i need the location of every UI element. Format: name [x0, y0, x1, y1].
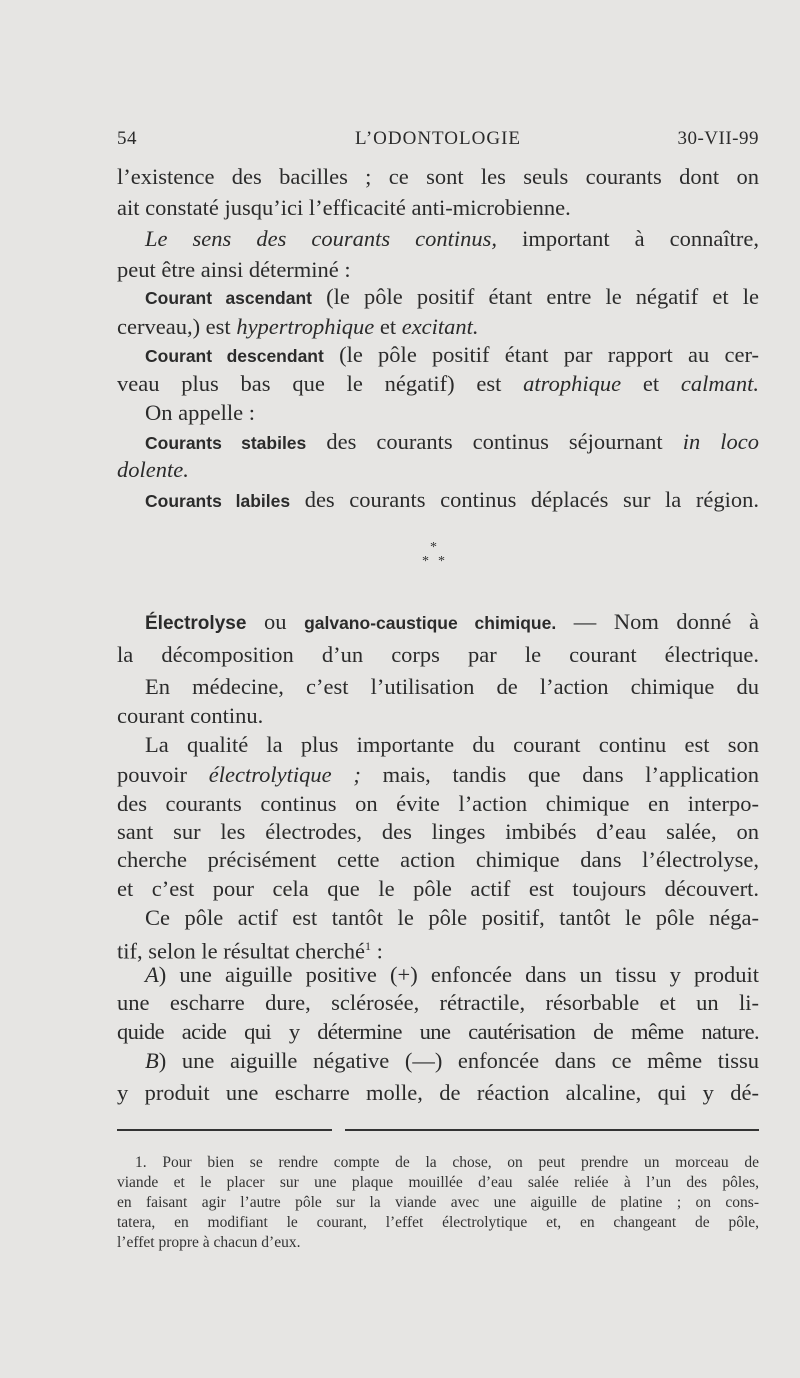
italic-term: A: [145, 962, 159, 987]
asterisk: *: [438, 554, 445, 569]
text-span: ) une aiguille positive (+) enfoncée dans un tissu y produit: [158, 962, 759, 987]
page-number: 54: [117, 128, 137, 149]
italic-term: dolente.: [117, 457, 189, 482]
text-span: (le pôle positif étant entre le négatif et le: [312, 284, 759, 309]
text-span: et: [621, 371, 681, 396]
text-line: [117, 369, 759, 399]
section-heading: Électrolyse: [145, 613, 247, 634]
footnote-line: l’effet propre à chacun d’eux.: [117, 1234, 301, 1251]
text-line: cherche précisément cette action chimique dans l’électrolyse,: [117, 847, 759, 872]
italic-term: Le sens des courants continus,: [145, 226, 498, 251]
footnote-line: viande et le placer sur une plaque mouillée d’eau salée reliée à l’un des pôles,: [117, 1174, 759, 1191]
journal-title: L’ODONTOLOGIE: [354, 128, 522, 149]
italic-term: atrophique: [523, 371, 622, 396]
text-line: la décomposition d’un corps par le courant électrique.: [117, 642, 759, 667]
text-line: et c’est pour cela que le pôle actif est toujours découvert.: [117, 876, 759, 901]
text-span: (le pôle positif étant par rapport au cer-: [323, 342, 759, 367]
text-span: des courants continus séjournant: [306, 429, 683, 454]
text-line: ait constaté jusqu’ici l’efficacité anti-microbienne.: [117, 195, 571, 220]
text-line: [117, 312, 759, 342]
text-span: cerveau,) est: [117, 314, 237, 339]
text-line: une escharre dure, sclérosée, rétractile, résorbable et un li-: [117, 990, 759, 1015]
text-line: [117, 1046, 759, 1076]
text-span: :: [371, 938, 383, 964]
text-span: important à connaître,: [497, 226, 759, 251]
text-line: l’existence des bacilles ; ce sont les seuls courants dont on: [117, 164, 759, 189]
text-line: sant sur les électrodes, des linges imbibés d’eau salée, on: [117, 819, 759, 844]
footnote-rule: [117, 1129, 332, 1131]
footnote-line: tatera, en modifiant le courant, l’effet électrolytique et, en changeant de pôle,: [117, 1214, 759, 1231]
text-line: La qualité la plus importante du courant continu est son: [145, 732, 759, 757]
italic-term: in loco: [682, 429, 759, 454]
text-line: y produit une escharre molle, de réaction alcaline, qui y dé-: [117, 1080, 759, 1105]
definition-term: Courants stabiles: [145, 433, 307, 453]
italic-term: hypertrophique: [236, 314, 375, 339]
text-line: [117, 427, 759, 458]
text-span: pouvoir: [117, 762, 209, 787]
text-line: [117, 340, 759, 371]
italic-term: excitant.: [401, 314, 479, 339]
running-header: [117, 128, 759, 154]
footnote-line: 1. Pour bien se rendre compte de la chose, on peut prendre un morceau de: [135, 1154, 759, 1171]
asterisk: *: [422, 554, 429, 569]
text-span: des courants continus déplacés sur la région.: [290, 487, 759, 512]
footnote-rule: [345, 1129, 759, 1131]
text-line: peut être ainsi déterminé :: [117, 257, 351, 282]
italic-term: électrolytique ;: [208, 762, 361, 787]
footnote-line: en faisant agir l’autre pôle sur la viande avec une aiguille de platine ; on cons-: [117, 1194, 759, 1211]
text-span: tif, selon le résultat cherché: [117, 938, 366, 964]
text-line: [117, 960, 759, 990]
text-line: En médecine, c’est l’utilisation de l’action chimique du: [145, 674, 759, 699]
footnote-marker: 1: [365, 939, 372, 953]
issue-date: 30-VII-99: [677, 128, 759, 149]
text-span: ou: [246, 609, 305, 634]
section-heading-sub: galvano-caustique chimique.: [304, 613, 557, 633]
text-line: [117, 282, 759, 313]
text-span: et: [374, 314, 402, 339]
italic-term: calmant.: [680, 371, 759, 396]
text-span: — Nom donné à: [556, 609, 759, 634]
text-line: [117, 224, 759, 254]
text-line: On appelle :: [145, 400, 255, 425]
asterism-ornament: [420, 540, 460, 580]
text-line: Ce pôle actif est tantôt le pôle positif, tantôt le pôle néga-: [145, 905, 759, 930]
text-span: veau plus bas que le négatif) est: [117, 371, 524, 396]
text-line: [117, 485, 759, 516]
text-span: mais, tandis que dans l’application: [360, 762, 759, 787]
text-span: ) une aiguille négative (—) enfoncée dans ce même tissu: [158, 1048, 759, 1073]
italic-term: B: [145, 1048, 159, 1073]
definition-term: Courants labiles: [145, 491, 291, 511]
text-line: [117, 455, 759, 485]
definition-term: Courant ascendant: [145, 288, 313, 308]
text-line: des courants continus on évite l’action chimique en interpo-: [117, 791, 759, 816]
text-line: [117, 607, 759, 639]
text-line: courant continu.: [117, 703, 264, 728]
text-line: quide acide qui y détermine une cautérisation de même nature.: [117, 1019, 759, 1044]
definition-term: Courant descendant: [145, 346, 324, 366]
asterisk: *: [430, 540, 437, 555]
text-line: [117, 760, 759, 790]
